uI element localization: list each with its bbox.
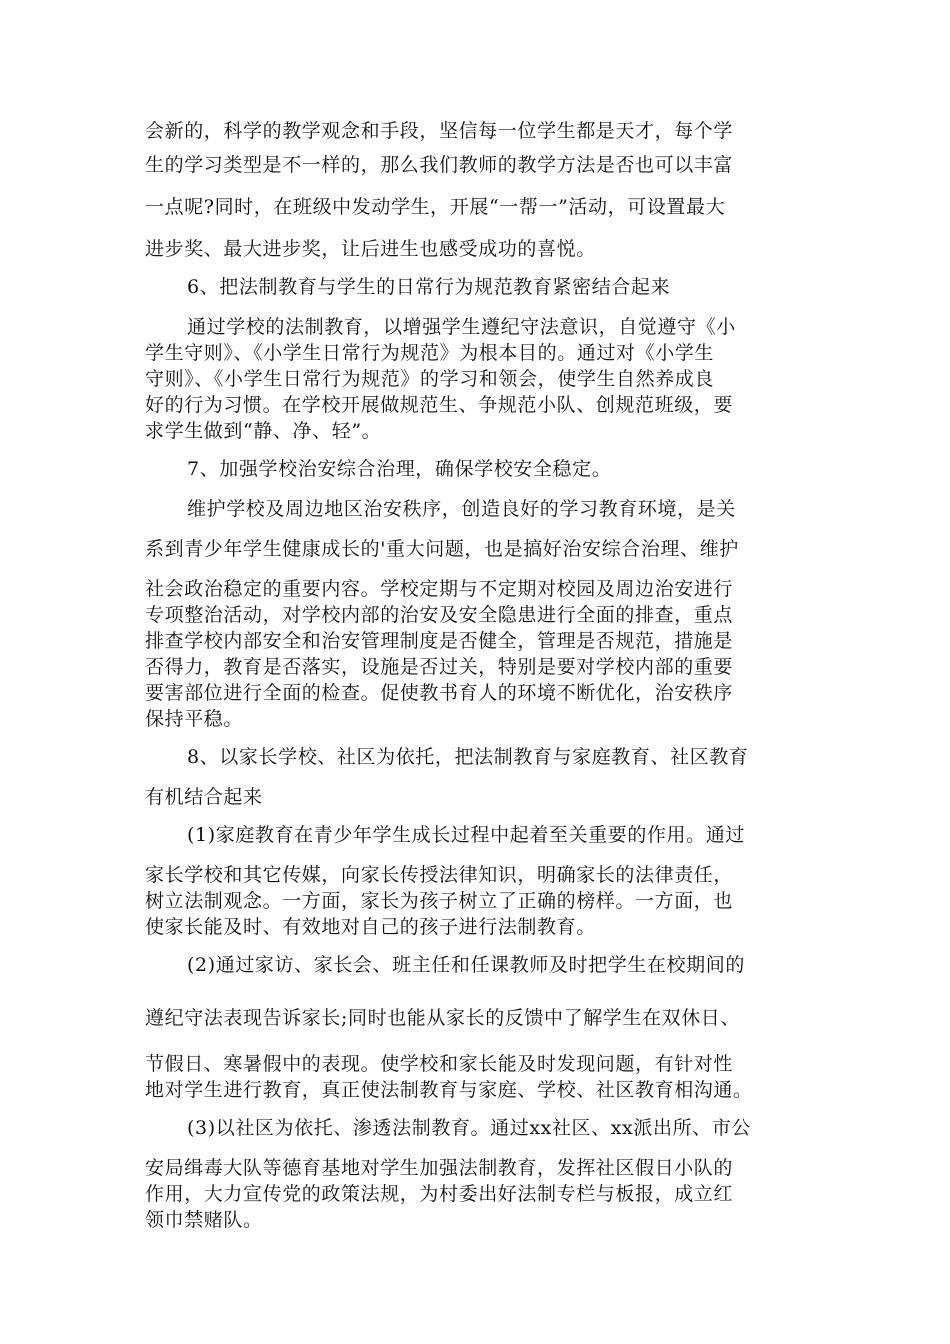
document-body	[145, 118, 807, 1233]
text-line: 好的行为习惯。在学校开展做规范生、争规范小队、创规范班级，要	[145, 394, 734, 416]
text-line: (3)以社区为依托、渗透法制教育。通过xx社区、xx派出所、市公	[187, 1117, 751, 1139]
text-line: 会新的，科学的教学观念和手段，坚信每一位学生都是天才，每个学	[145, 120, 734, 142]
text-line: 排查学校内部安全和治安管理制度是否健全，管理是否规范，措施是	[145, 630, 734, 652]
text-line: 学生守则》、《小学生日常行为规范》为根本目的。通过对《小学生	[145, 342, 715, 364]
text-line: 7、加强学校治安综合治理，确保学校安全稳定。	[187, 458, 612, 480]
text-line: 有机结合起来	[145, 786, 263, 808]
text-line: 遵纪守法表现告诉家长;同时也能从家长的反馈中了解学生在双休日、	[145, 1007, 741, 1029]
text-line: 社会政治稳定的重要内容。学校定期与不定期对校园及周边治安进行	[145, 578, 734, 600]
text-line: (2)通过家访、家长会、班主任和任课教师及时把学生在校期间的	[187, 954, 745, 976]
text-line: 维护学校及周边地区治安秩序，创造良好的学习教育环境，是关	[187, 498, 736, 520]
text-line: 6、把法制教育与学生的日常行为规范教育紧密结合起来	[187, 276, 671, 298]
text-line: 否得力，教育是否落实，设施是否过关，特别是要对学校内部的重要	[145, 656, 734, 678]
text-line: (1)家庭教育在青少年学生成长过程中起着至关重要的作用。通过	[187, 824, 745, 846]
text-line: 保持平稳。	[145, 708, 244, 730]
text-line: 一点呢?同时，在班级中发动学生，开展“一帮一”活动，可设置最大	[145, 196, 726, 218]
text-line: 专项整治活动，对学校内部的治安及安全隐患进行全面的排查，重点	[145, 604, 734, 626]
text-line: 系到青少年学生健康成长的'重大问题，也是搞好治安综合治理、维护	[145, 538, 739, 560]
text-line: 要害部位进行全面的检查。促使教书育人的环境不断优化，治安秩序	[145, 682, 734, 704]
text-line: 生的学习类型是不一样的，那么我们教师的教学方法是否也可以丰富	[145, 154, 734, 176]
text-line: 求学生做到“静、净、轻”。	[145, 420, 382, 442]
text-line: 作用，大力宣传党的政策法规，为村委出好法制专栏与板报，成立红	[145, 1183, 734, 1205]
text-line: 领巾禁赌队。	[145, 1209, 263, 1231]
text-line: 8、以家长学校、社区为依托，把法制教育与家庭教育、社区教育	[187, 746, 749, 768]
text-line: 使家长能及时、有效地对自己的孩子进行法制教育。	[145, 916, 596, 938]
text-line: 树立法制观念。一方面，家长为孩子树立了正确的榜样。一方面，也	[145, 890, 734, 912]
text-line: 安局缉毒大队等德育基地对学生加强法制教育，发挥社区假日小队的	[145, 1157, 734, 1179]
text-line: 进步奖、最大进步奖，让后进生也感受成功的喜悦。	[145, 238, 596, 260]
text-line: 家长学校和其它传媒，向家长传授法律知识，明确家长的法律责任，	[145, 864, 734, 886]
text-line: 通过学校的法制教育，以增强学生遵纪守法意识，自觉遵守《小	[187, 316, 736, 338]
text-line: 节假日、寒暑假中的表现。使学校和家长能及时发现问题，有针对性	[145, 1053, 734, 1075]
text-line: 地对学生进行教育，真正使法制教育与家庭、学校、社区教育相沟通。	[145, 1079, 753, 1101]
text-line: 守则》、《小学生日常行为规范》的学习和领会，使学生自然养成良	[145, 368, 715, 390]
